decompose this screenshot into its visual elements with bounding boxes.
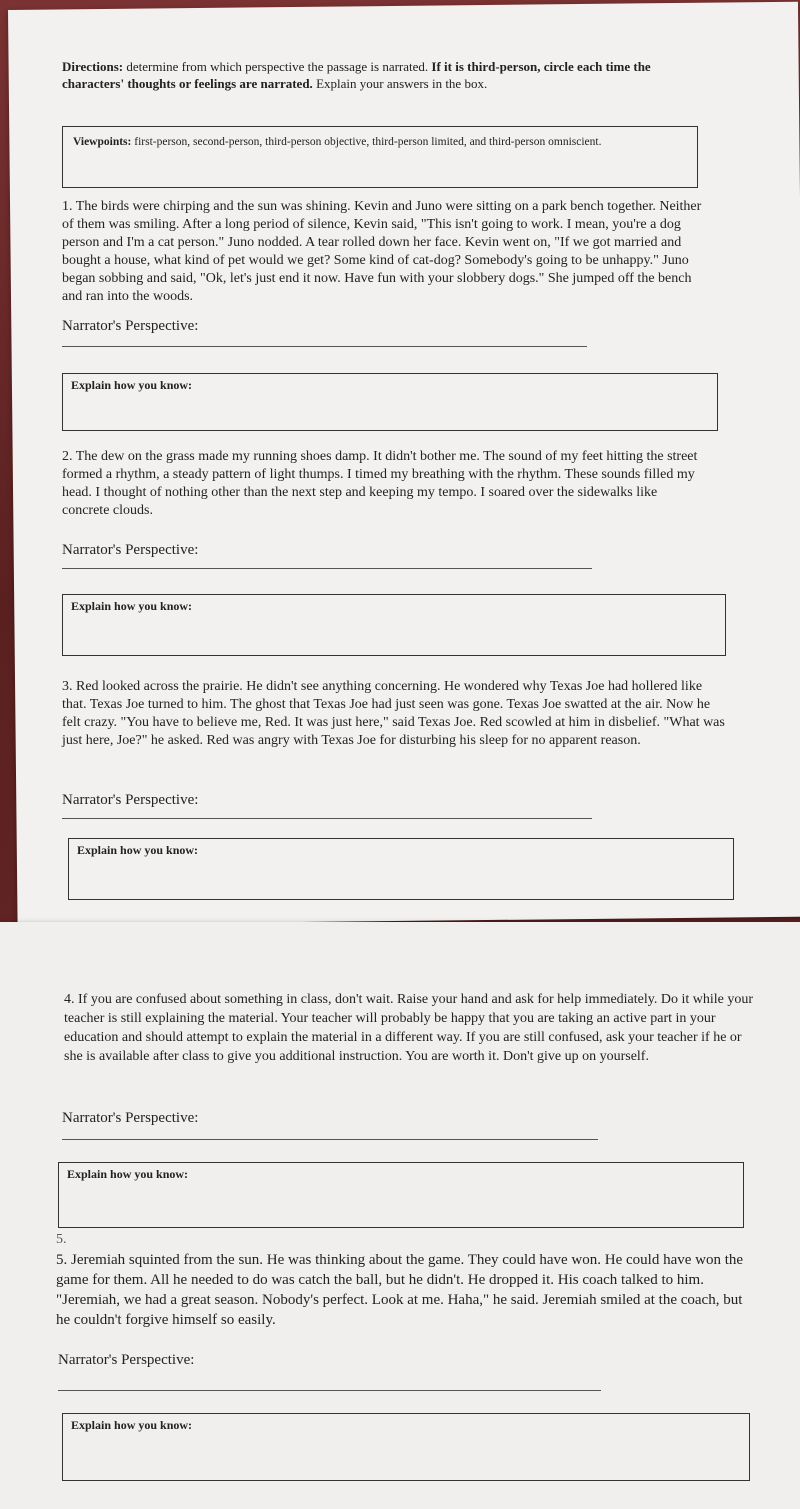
answer-line-3[interactable]	[62, 818, 592, 819]
explain-box-2[interactable]	[62, 594, 726, 656]
answer-line-1[interactable]	[62, 346, 587, 347]
directions-text-2: Explain your answers in the box.	[312, 76, 488, 91]
answer-line-5[interactable]	[58, 1390, 601, 1391]
passage-3: 3. Red looked across the prairie. He didn't see anything concerning. He wondered why Texas Joe had hollered like that. Texas Joe turned to him. The ghost that Texas Joe had just seen was gone. Texas Joe swatted at the air. Now he felt crazy. "You have to believe me, Red. It was just here," said Texas Joe. Red scowled at him in disbelief. "What was just here, Joe?" he asked. Red was angry with Texas Joe for disturbing his sleep for no apparent reason.	[62, 679, 725, 748]
answer-line-2[interactable]	[62, 568, 592, 569]
explain-box-3[interactable]	[68, 838, 734, 900]
explain-box-4[interactable]	[58, 1162, 744, 1228]
explain-label-4: Explain how you know:	[67, 1167, 189, 1181]
explain-label-1: Explain how you know:	[71, 378, 193, 392]
viewpoints-box	[62, 126, 698, 188]
directions-text-1: determine from which perspective the passage is narrated.	[123, 59, 432, 74]
passage-5: 5. Jeremiah squinted from the sun. He was thinking about the game. They could have won. He could have won the game for them. All he needed to do was catch the ball, but he didn't. He dropped it. His coach talked to him. "Jeremiah, we had a great season. Nobody's perfect. Look at me. Haha," he said. Jeremiah smiled at the coach, but he couldn't forgive himself so easily.	[56, 1252, 744, 1328]
stray-number: 5.	[56, 1232, 67, 1247]
passage-4: 4. If you are confused about something in class, don't wait. Raise your hand and ask for help immediately. Do it while your teacher is still explaining the material. Your teacher will probably be happy that you are taking an active part in your education and should attempt to explain the material in a different way. If you are still confused, ask your teacher if he or she is available after class to give you additional instruction. You are worth it. Don't give up on yourself.	[64, 992, 754, 1064]
answer-line-4[interactable]	[62, 1139, 598, 1140]
explain-label-2: Explain how you know:	[71, 599, 193, 613]
explain-box-5[interactable]	[62, 1413, 750, 1481]
narrator-perspective-label-1: Narrator's Perspective:	[62, 318, 199, 334]
passage-2: 2. The dew on the grass made my running shoes damp. It didn't bother me. The sound of my feet hitting the street formed a rhythm, a steady pattern of light thumps. I timed my breathing with the rhythm. These sounds filled my head. I thought of nothing other than the next step and keeping my tempo. I soared over the sidewalks like concrete clouds.	[62, 449, 698, 518]
directions-lead: Directions:	[62, 59, 124, 74]
viewpoints-text: first-person, second-person, third-person objective, third-person limited, and third-person omniscient.	[131, 136, 602, 148]
viewpoints-lead: Viewpoints:	[73, 136, 132, 148]
directions-emphasis: If it is third-person, circle each time the characters' thoughts or feelings are narrated.	[62, 59, 651, 91]
explain-box-1[interactable]	[62, 373, 718, 431]
narrator-perspective-label-4: Narrator's Perspective:	[62, 1110, 199, 1126]
explain-label-5: Explain how you know:	[71, 1418, 193, 1432]
narrator-perspective-label-2: Narrator's Perspective:	[62, 542, 199, 558]
passage-1: 1. The birds were chirping and the sun was shining. Kevin and Juno were sitting on a park bench together. Neither of them was smiling. After a long period of silence, Kevin said, "This isn't going to work. I mean, you're a dog person and I'm a cat person." Juno nodded. A tear rolled down her face. Kevin went on, "If we got married and bought a house, what kind of pet would we get? Some kind of cat-dog? Somebody's going to be unhappy." Juno began sobbing and said, "Ok, let's just end it now. Have fun with your slobbery dogs." She jumped off the bench and ran into the woods.	[62, 199, 702, 304]
narrator-perspective-label-3: Narrator's Perspective:	[62, 792, 199, 808]
directions	[62, 58, 682, 92]
explain-label-3: Explain how you know:	[77, 843, 199, 857]
narrator-perspective-label-5: Narrator's Perspective:	[58, 1352, 195, 1368]
